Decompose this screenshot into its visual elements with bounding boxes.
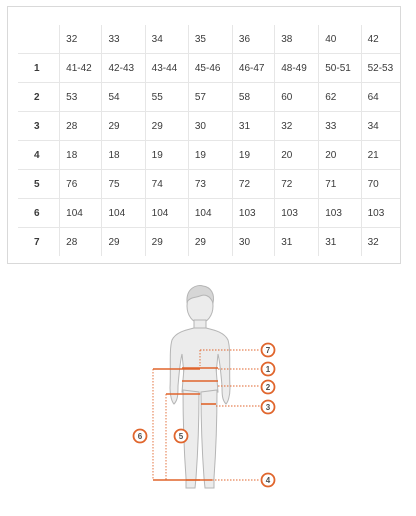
table-cell: 42-43 xyxy=(102,54,145,83)
table-cell: 55 xyxy=(145,83,188,112)
table-cell: 43-44 xyxy=(145,54,188,83)
table-cell: 19 xyxy=(145,141,188,170)
table-cell: 73 xyxy=(188,170,232,199)
table-cell: 70 xyxy=(361,170,400,199)
table-cell: 20 xyxy=(275,141,319,170)
table-cell: 72 xyxy=(275,170,319,199)
table-row xyxy=(18,170,400,199)
table-row xyxy=(18,83,400,112)
table-cell: 29 xyxy=(145,112,188,141)
table-cell: 33 xyxy=(319,112,361,141)
row-label: 5 xyxy=(18,170,60,199)
table-cell: 29 xyxy=(145,228,188,257)
marker-number: 1 xyxy=(265,365,271,374)
size-header-cell: 32 xyxy=(60,25,102,54)
marker-number: 7 xyxy=(265,346,271,355)
table-cell: 18 xyxy=(102,141,145,170)
table-cell: 71 xyxy=(319,170,361,199)
table-cell: 28 xyxy=(60,112,102,141)
table-cell: 103 xyxy=(361,199,400,228)
size-header-row xyxy=(18,25,400,54)
table-cell: 104 xyxy=(188,199,232,228)
table-cell: 19 xyxy=(188,141,232,170)
table-cell: 48-49 xyxy=(275,54,319,83)
table-cell: 103 xyxy=(232,199,274,228)
row-label: 6 xyxy=(18,199,60,228)
table-row xyxy=(18,54,400,83)
table-cell: 45-46 xyxy=(188,54,232,83)
table-cell: 58 xyxy=(232,83,274,112)
size-header-cell: 34 xyxy=(145,25,188,54)
table-cell: 30 xyxy=(232,228,274,257)
size-header-cell: 42 xyxy=(361,25,400,54)
table-cell: 104 xyxy=(60,199,102,228)
table-cell: 104 xyxy=(145,199,188,228)
table-cell: 29 xyxy=(102,112,145,141)
table-cell: 104 xyxy=(102,199,145,228)
table-row xyxy=(18,199,400,228)
row-label: 3 xyxy=(18,112,60,141)
table-cell: 29 xyxy=(188,228,232,257)
measurement-marker-2 xyxy=(262,381,275,394)
corner-cell xyxy=(18,25,60,54)
size-header-cell: 40 xyxy=(319,25,361,54)
table-row xyxy=(18,141,400,170)
table-cell: 29 xyxy=(102,228,145,257)
table-cell: 103 xyxy=(275,199,319,228)
table-cell: 20 xyxy=(319,141,361,170)
table-cell: 31 xyxy=(275,228,319,257)
table-cell: 54 xyxy=(102,83,145,112)
table-cell: 62 xyxy=(319,83,361,112)
row-label: 7 xyxy=(18,228,60,257)
measurement-marker-5 xyxy=(175,430,188,443)
table-cell: 31 xyxy=(319,228,361,257)
size-table-body xyxy=(18,25,400,256)
table-cell: 60 xyxy=(275,83,319,112)
size-header-cell: 36 xyxy=(232,25,274,54)
table-row xyxy=(18,112,400,141)
table-row xyxy=(18,228,400,257)
table-cell: 53 xyxy=(60,83,102,112)
table-cell: 41-42 xyxy=(60,54,102,83)
marker-number: 4 xyxy=(265,476,271,485)
measurement-marker-6 xyxy=(134,430,147,443)
table-cell: 28 xyxy=(60,228,102,257)
size-table-container xyxy=(7,6,401,264)
table-cell: 64 xyxy=(361,83,400,112)
table-cell: 31 xyxy=(232,112,274,141)
marker-number: 6 xyxy=(137,432,143,441)
measurement-diagram xyxy=(0,270,416,511)
size-header-cell: 33 xyxy=(102,25,145,54)
table-cell: 18 xyxy=(60,141,102,170)
table-cell: 74 xyxy=(145,170,188,199)
marker-number: 3 xyxy=(265,403,271,412)
row-label: 1 xyxy=(18,54,60,83)
table-cell: 57 xyxy=(188,83,232,112)
table-cell: 103 xyxy=(319,199,361,228)
table-cell: 46-47 xyxy=(232,54,274,83)
table-cell: 72 xyxy=(232,170,274,199)
body-silhouette xyxy=(170,286,230,488)
table-cell: 30 xyxy=(188,112,232,141)
size-header-cell: 38 xyxy=(275,25,319,54)
table-cell: 76 xyxy=(60,170,102,199)
table-cell: 75 xyxy=(102,170,145,199)
marker-number: 2 xyxy=(265,383,271,392)
measurement-marker-1 xyxy=(262,363,275,376)
table-cell: 32 xyxy=(367,236,379,248)
marker-number: 5 xyxy=(178,432,184,441)
table-cell: 21 xyxy=(361,141,400,170)
table-cell: 19 xyxy=(232,141,274,170)
size-header-cell: 35 xyxy=(188,25,232,54)
size-table xyxy=(18,25,400,256)
table-cell: 52-53 xyxy=(361,54,400,83)
row-label: 2 xyxy=(18,83,60,112)
measurement-marker-4 xyxy=(262,474,275,487)
table-cell: 32 xyxy=(275,112,319,141)
row-label: 4 xyxy=(18,141,60,170)
measurement-marker-3 xyxy=(262,401,275,414)
table-cell: 50-51 xyxy=(319,54,361,83)
table-cell: 34 xyxy=(361,112,400,141)
body-measurement-illustration xyxy=(0,270,416,511)
measurement-marker-7 xyxy=(262,344,275,357)
